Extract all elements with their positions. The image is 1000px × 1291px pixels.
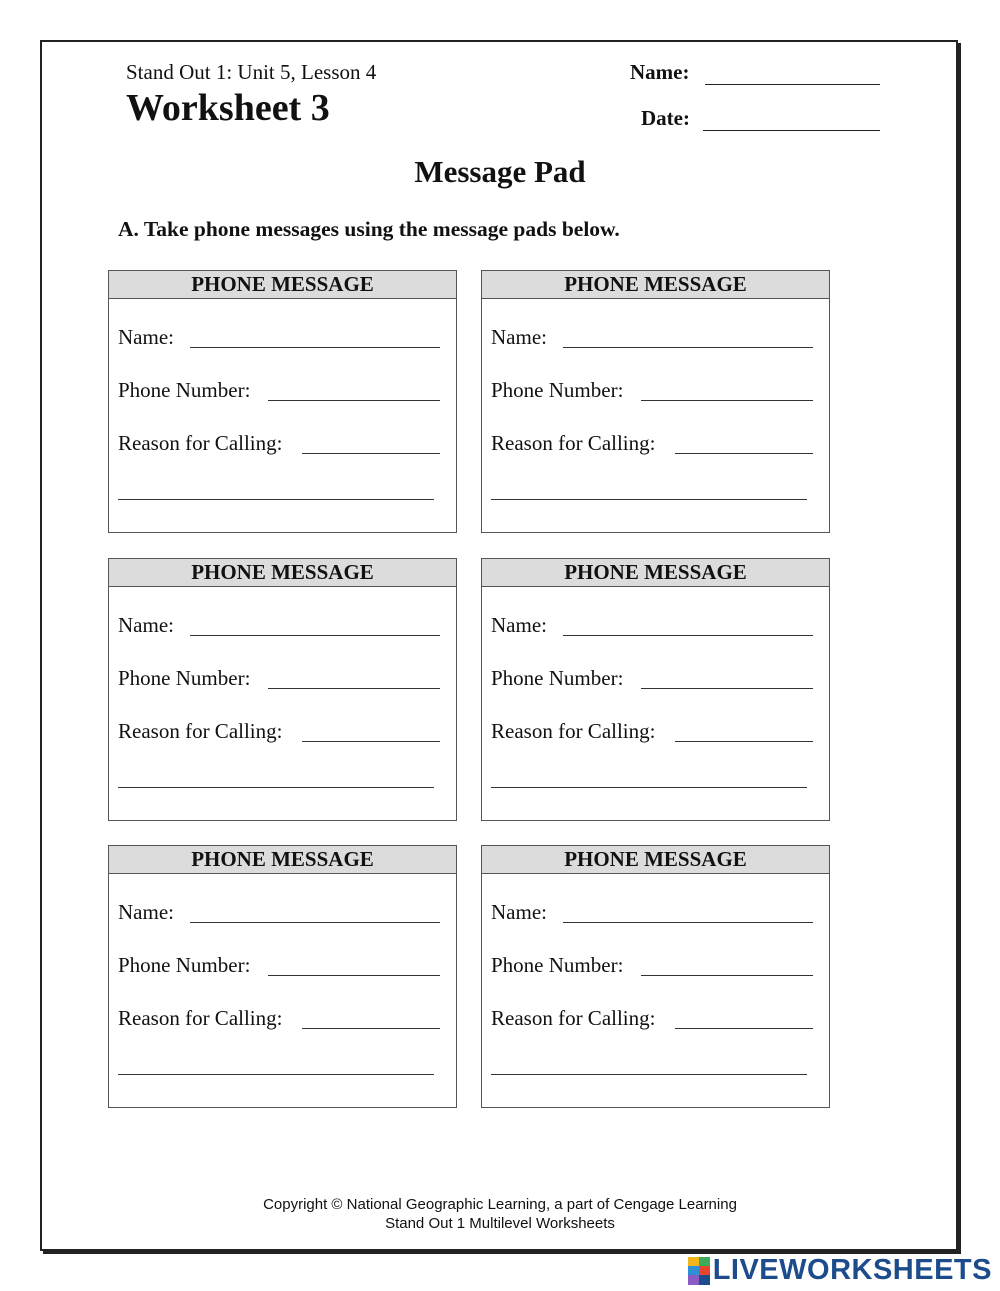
liveworksheets-brand[interactable] [688, 1254, 992, 1287]
phone-message-card [481, 845, 830, 1108]
reason-row [491, 718, 813, 744]
phone-answer-line[interactable] [268, 400, 440, 401]
card-title: PHONE MESSAGE [109, 559, 456, 587]
reason-row [118, 718, 440, 744]
extra-answer-line[interactable] [491, 787, 807, 788]
phone-message-card [481, 270, 830, 533]
phone-answer-line[interactable] [641, 975, 813, 976]
name-label: Name: [118, 900, 182, 925]
logo-block [688, 1275, 699, 1285]
phone-label: Phone Number: [118, 666, 258, 691]
name-label: Name: [491, 613, 555, 638]
name-label: Name: [491, 325, 555, 350]
worksheet-title: Worksheet 3 [126, 87, 330, 129]
reason-answer-line[interactable] [302, 453, 440, 454]
reason-label: Reason for Calling: [491, 719, 663, 744]
date-label: Date: [641, 106, 690, 130]
name-answer-line[interactable] [190, 922, 440, 923]
brand-text: LIVEWORKSHEETS [712, 1254, 992, 1286]
card-title: PHONE MESSAGE [482, 846, 829, 874]
liveworksheets-logo-icon [688, 1257, 710, 1285]
reason-label: Reason for Calling: [118, 431, 290, 456]
reason-label: Reason for Calling: [118, 1006, 290, 1031]
name-row [118, 899, 440, 925]
phone-label: Phone Number: [118, 378, 258, 403]
phone-row [491, 952, 813, 978]
reason-answer-line[interactable] [675, 741, 813, 742]
name-answer-line[interactable] [563, 922, 813, 923]
name-label: Name: [118, 325, 182, 350]
date-input-line[interactable] [703, 130, 880, 131]
logo-block [688, 1257, 699, 1266]
name-row [118, 324, 440, 350]
phone-message-card [108, 270, 457, 533]
extra-answer-line[interactable] [491, 1074, 807, 1075]
phone-row [491, 665, 813, 691]
logo-block [699, 1275, 710, 1285]
name-label: Name: [630, 60, 690, 84]
reason-label: Reason for Calling: [491, 1006, 663, 1031]
copyright-text: Copyright © National Geographic Learning, a part of Cengage Learning [263, 1196, 737, 1213]
logo-block [699, 1257, 710, 1266]
reason-answer-line[interactable] [675, 453, 813, 454]
extra-answer-line[interactable] [118, 499, 434, 500]
phone-answer-line[interactable] [641, 400, 813, 401]
phone-message-card [108, 558, 457, 821]
phone-message-card [108, 845, 457, 1108]
name-answer-line[interactable] [190, 347, 440, 348]
name-row [491, 324, 813, 350]
phone-answer-line[interactable] [268, 975, 440, 976]
name-answer-line[interactable] [563, 635, 813, 636]
name-label: Name: [491, 900, 555, 925]
name-row [491, 612, 813, 638]
extra-answer-line[interactable] [118, 1074, 434, 1075]
reason-label: Reason for Calling: [118, 719, 290, 744]
phone-row [491, 377, 813, 403]
logo-block [688, 1266, 699, 1275]
name-answer-line[interactable] [190, 635, 440, 636]
phone-answer-line[interactable] [268, 688, 440, 689]
lesson-subtitle: Stand Out 1: Unit 5, Lesson 4 [126, 60, 377, 84]
instruction-text: A. Take phone messages using the message pads below. [118, 217, 620, 241]
card-title: PHONE MESSAGE [482, 559, 829, 587]
phone-answer-line[interactable] [641, 688, 813, 689]
card-title: PHONE MESSAGE [109, 846, 456, 874]
name-label: Name: [118, 613, 182, 638]
phone-row [118, 377, 440, 403]
reason-row [118, 430, 440, 456]
message-pad-heading: Message Pad [414, 154, 586, 189]
phone-row [118, 665, 440, 691]
reason-row [118, 1005, 440, 1031]
series-text: Stand Out 1 Multilevel Worksheets [385, 1215, 615, 1232]
phone-label: Phone Number: [491, 378, 631, 403]
extra-answer-line[interactable] [491, 499, 807, 500]
phone-message-card [481, 558, 830, 821]
name-row [491, 899, 813, 925]
phone-label: Phone Number: [118, 953, 258, 978]
card-title: PHONE MESSAGE [482, 271, 829, 299]
logo-block [699, 1266, 710, 1275]
name-row [118, 612, 440, 638]
phone-label: Phone Number: [491, 666, 631, 691]
name-input-line[interactable] [705, 84, 880, 85]
extra-answer-line[interactable] [118, 787, 434, 788]
reason-answer-line[interactable] [302, 1028, 440, 1029]
reason-answer-line[interactable] [302, 741, 440, 742]
name-answer-line[interactable] [563, 347, 813, 348]
reason-row [491, 1005, 813, 1031]
phone-label: Phone Number: [491, 953, 631, 978]
card-title: PHONE MESSAGE [109, 271, 456, 299]
reason-row [491, 430, 813, 456]
reason-answer-line[interactable] [675, 1028, 813, 1029]
phone-row [118, 952, 440, 978]
reason-label: Reason for Calling: [491, 431, 663, 456]
